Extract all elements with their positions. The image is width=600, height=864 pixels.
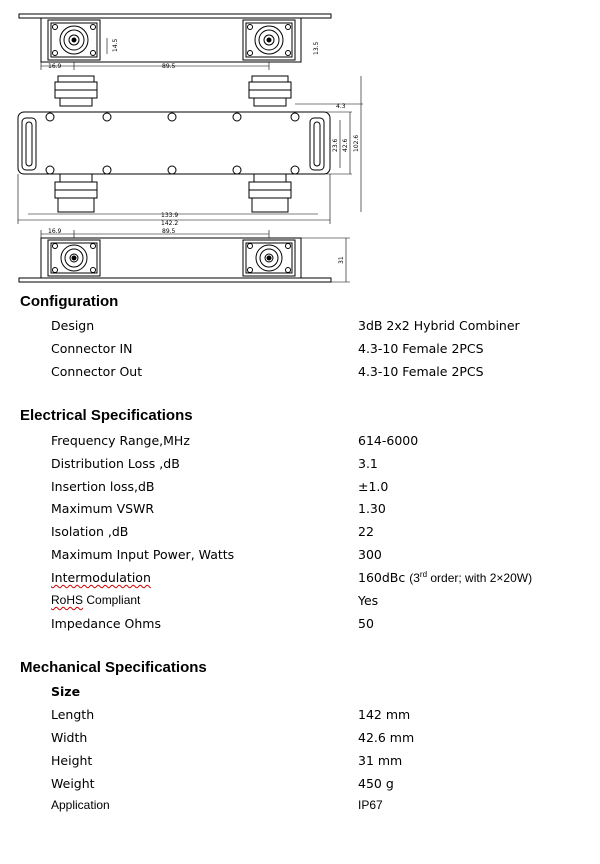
row-label: Design — [51, 318, 95, 333]
config-row-connector-out — [51, 364, 591, 384]
row-label: Weight — [51, 776, 95, 791]
row-label: Height — [51, 753, 93, 768]
side-bolts — [46, 113, 299, 174]
bottom-connector-left — [48, 240, 100, 276]
row-value: 3dB 2x2 Hybrid Combiner — [358, 318, 520, 333]
row-label: Connector Out — [51, 364, 143, 379]
row-value: IP67 — [358, 798, 383, 812]
dim-side-133-9: 133.9 — [161, 212, 179, 219]
configuration-heading: Configuration — [20, 293, 119, 310]
row-label: Distribution Loss ,dB — [51, 456, 180, 471]
dim-bottom-31: 31 — [338, 256, 345, 264]
dim-top-13-5: 13.5 — [313, 41, 320, 55]
row-value — [358, 570, 532, 585]
config-row-design — [51, 318, 591, 338]
mech-row-width — [51, 730, 591, 750]
size-label: Size — [51, 684, 81, 699]
row-label: Isolation ,dB — [51, 524, 129, 539]
elec-row-distribution-loss — [51, 456, 591, 476]
dim-top-14-5: 14.5 — [112, 38, 119, 52]
intermod-note-sup: rd — [419, 570, 428, 579]
bottom-view — [19, 230, 350, 282]
row-label: Maximum VSWR — [51, 501, 155, 516]
row-label: Length — [51, 707, 95, 722]
elec-row-rohs — [51, 593, 591, 613]
side-connector-top-left — [55, 76, 97, 106]
elec-row-max-power — [51, 547, 591, 567]
dim-side-102-6: 102.6 — [353, 134, 360, 152]
top-connector-right — [243, 20, 295, 60]
intermod-note — [409, 571, 532, 585]
technical-drawing — [0, 0, 600, 290]
row-value: 614-6000 — [358, 433, 419, 448]
intermod-note-pre: (3 — [409, 571, 420, 585]
row-value: 3.1 — [358, 456, 378, 471]
elec-row-intermodulation — [51, 570, 591, 590]
intermod-note-post: order; with 2×20W) — [427, 571, 533, 585]
dim-side-142-2: 142.2 — [161, 220, 179, 227]
row-value: 4.3-10 Female 2PCS — [358, 364, 484, 379]
row-value: 50 — [358, 616, 374, 631]
top-view — [19, 14, 331, 70]
rohs-label-a: RoHS — [51, 593, 84, 607]
side-connector-bottom-right — [249, 174, 291, 212]
elec-row-insertion-loss — [51, 479, 591, 499]
mech-size-label — [51, 684, 591, 704]
dim-side-23-6: 23.6 — [332, 138, 339, 152]
dim-side-4-3: 4.3 — [336, 103, 346, 110]
mech-row-height — [51, 753, 591, 773]
mech-row-length — [51, 707, 591, 727]
dim-top-16-9: 16.9 — [48, 63, 62, 70]
top-connector-left — [48, 20, 100, 60]
side-connector-top-right — [249, 76, 291, 106]
intermod-value: 160dBc — [358, 570, 406, 585]
row-value: 22 — [358, 524, 374, 539]
electrical-heading: Electrical Specifications — [20, 407, 193, 424]
dim-bottom-89-5: 89.5 — [162, 228, 176, 235]
mechanical-heading: Mechanical Specifications — [20, 659, 207, 676]
row-value: 1.30 — [358, 501, 386, 516]
row-value: 31 mm — [358, 753, 403, 768]
bottom-connector-right — [243, 240, 295, 276]
row-value: 300 — [358, 547, 382, 562]
row-label: Impedance Ohms — [51, 616, 161, 631]
row-label: Insertion loss,dB — [51, 479, 155, 494]
dim-top-89-5: 89.5 — [162, 63, 176, 70]
elec-row-vswr — [51, 501, 591, 521]
row-label: Application — [51, 798, 110, 812]
elec-row-impedance — [51, 616, 591, 636]
rohs-label-b: Compliant — [83, 593, 141, 607]
row-label: Width — [51, 730, 88, 745]
elec-row-isolation — [51, 524, 591, 544]
row-value: Yes — [358, 593, 379, 608]
row-label: Maximum Input Power, Watts — [51, 547, 235, 562]
row-value: 450 g — [358, 776, 394, 791]
row-label: Frequency Range,MHz — [51, 433, 190, 448]
row-value: 142 mm — [358, 707, 411, 722]
row-value: 42.6 mm — [358, 730, 415, 745]
mech-row-application — [51, 798, 591, 818]
side-connector-bottom-left — [55, 174, 97, 212]
row-label: Intermodulation — [51, 570, 151, 585]
side-view — [18, 76, 363, 224]
row-label: Connector IN — [51, 341, 133, 356]
mech-row-weight — [51, 776, 591, 796]
row-value: ±1.0 — [358, 479, 389, 494]
config-row-connector-in — [51, 341, 591, 361]
elec-row-frequency — [51, 433, 591, 453]
dim-bottom-16-9: 16.9 — [48, 228, 62, 235]
row-value: 4.3-10 Female 2PCS — [358, 341, 484, 356]
dim-side-42-6: 42.6 — [342, 138, 349, 152]
row-label — [51, 593, 140, 607]
